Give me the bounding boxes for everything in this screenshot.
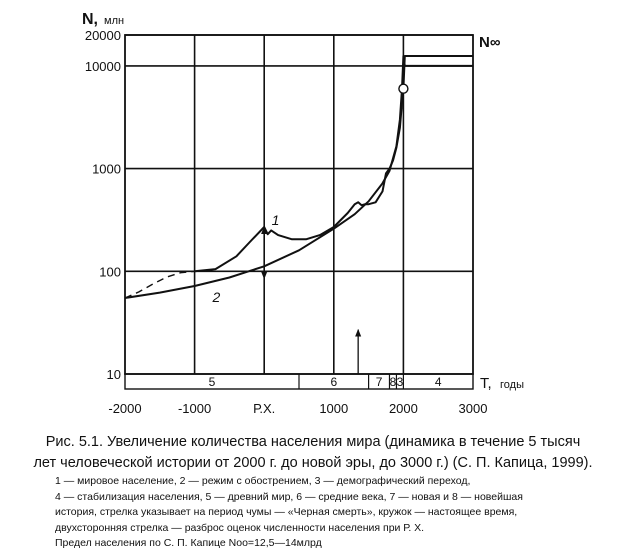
x-tick-label-1: -1000 (177, 401, 212, 416)
curve-label-1: 1 (271, 211, 280, 228)
y-tick-label-1000: 1000 (92, 161, 121, 177)
period-label-5: 5 (208, 375, 216, 389)
y-tick-label-100: 100 (99, 264, 121, 280)
asymptote-label: N∞ (479, 34, 501, 51)
period-label-7: 7 (375, 375, 383, 389)
period-label-3: 3 (396, 375, 404, 389)
y-tick-label-10000: 10000 (84, 58, 121, 74)
legend-line-5: Предел населения по С. П. Капице Noo=12,5—14млрд (55, 537, 322, 549)
legend-line-3: история, стрелка указывает на период чумы — «Черная смерть», кружок — настоящее время, (55, 506, 518, 518)
legend-line-2: 4 — стабилизация населения, 5 — древний мир, 6 — средние века, 7 — новая и 8 — новейшая (55, 490, 523, 503)
x-axis-unit: годы (500, 379, 524, 391)
period-label-8: 8 (389, 375, 397, 389)
period-label-4: 4 (434, 375, 442, 389)
y-axis-unit: млн (104, 15, 125, 27)
period-label-6: 6 (330, 375, 338, 389)
legend-line-1: 1 — мировое население, 2 — режим с обострением, 3 — демографический переход, (55, 475, 471, 487)
plot-frame (125, 35, 473, 374)
y-axis-label: N, (82, 11, 98, 28)
x-axis-label: Т, (480, 375, 492, 392)
x-tick-label-0: -2000 (108, 401, 142, 416)
series-line-1 (125, 271, 195, 298)
curve-label-2: 2 (212, 288, 221, 305)
caption-line-2: лет человеческой истории от 2000 г. до новой эры, до 3000 г.) (С. П. Капица, 1999). (33, 455, 593, 471)
y-tick-label-20000: 20000 (84, 28, 121, 43)
x-tick-label-5: 3000 (458, 401, 488, 416)
x-tick-label-3: 1000 (319, 401, 349, 416)
y-tick-label-10: 10 (106, 367, 121, 382)
x-tick-label-4: 2000 (388, 401, 418, 416)
legend-line-4: двухсторонняя стрелка — разброс оценок численности населения при Р. Х. (55, 521, 425, 534)
caption-line-1: Рис. 5.1. Увеличение количества населения мира (динамика в течение 5 тысяч (45, 434, 581, 450)
present-time-circle (399, 84, 408, 93)
x-tick-label-2: Р.Х. (253, 401, 276, 416)
series-line-2 (125, 56, 473, 298)
